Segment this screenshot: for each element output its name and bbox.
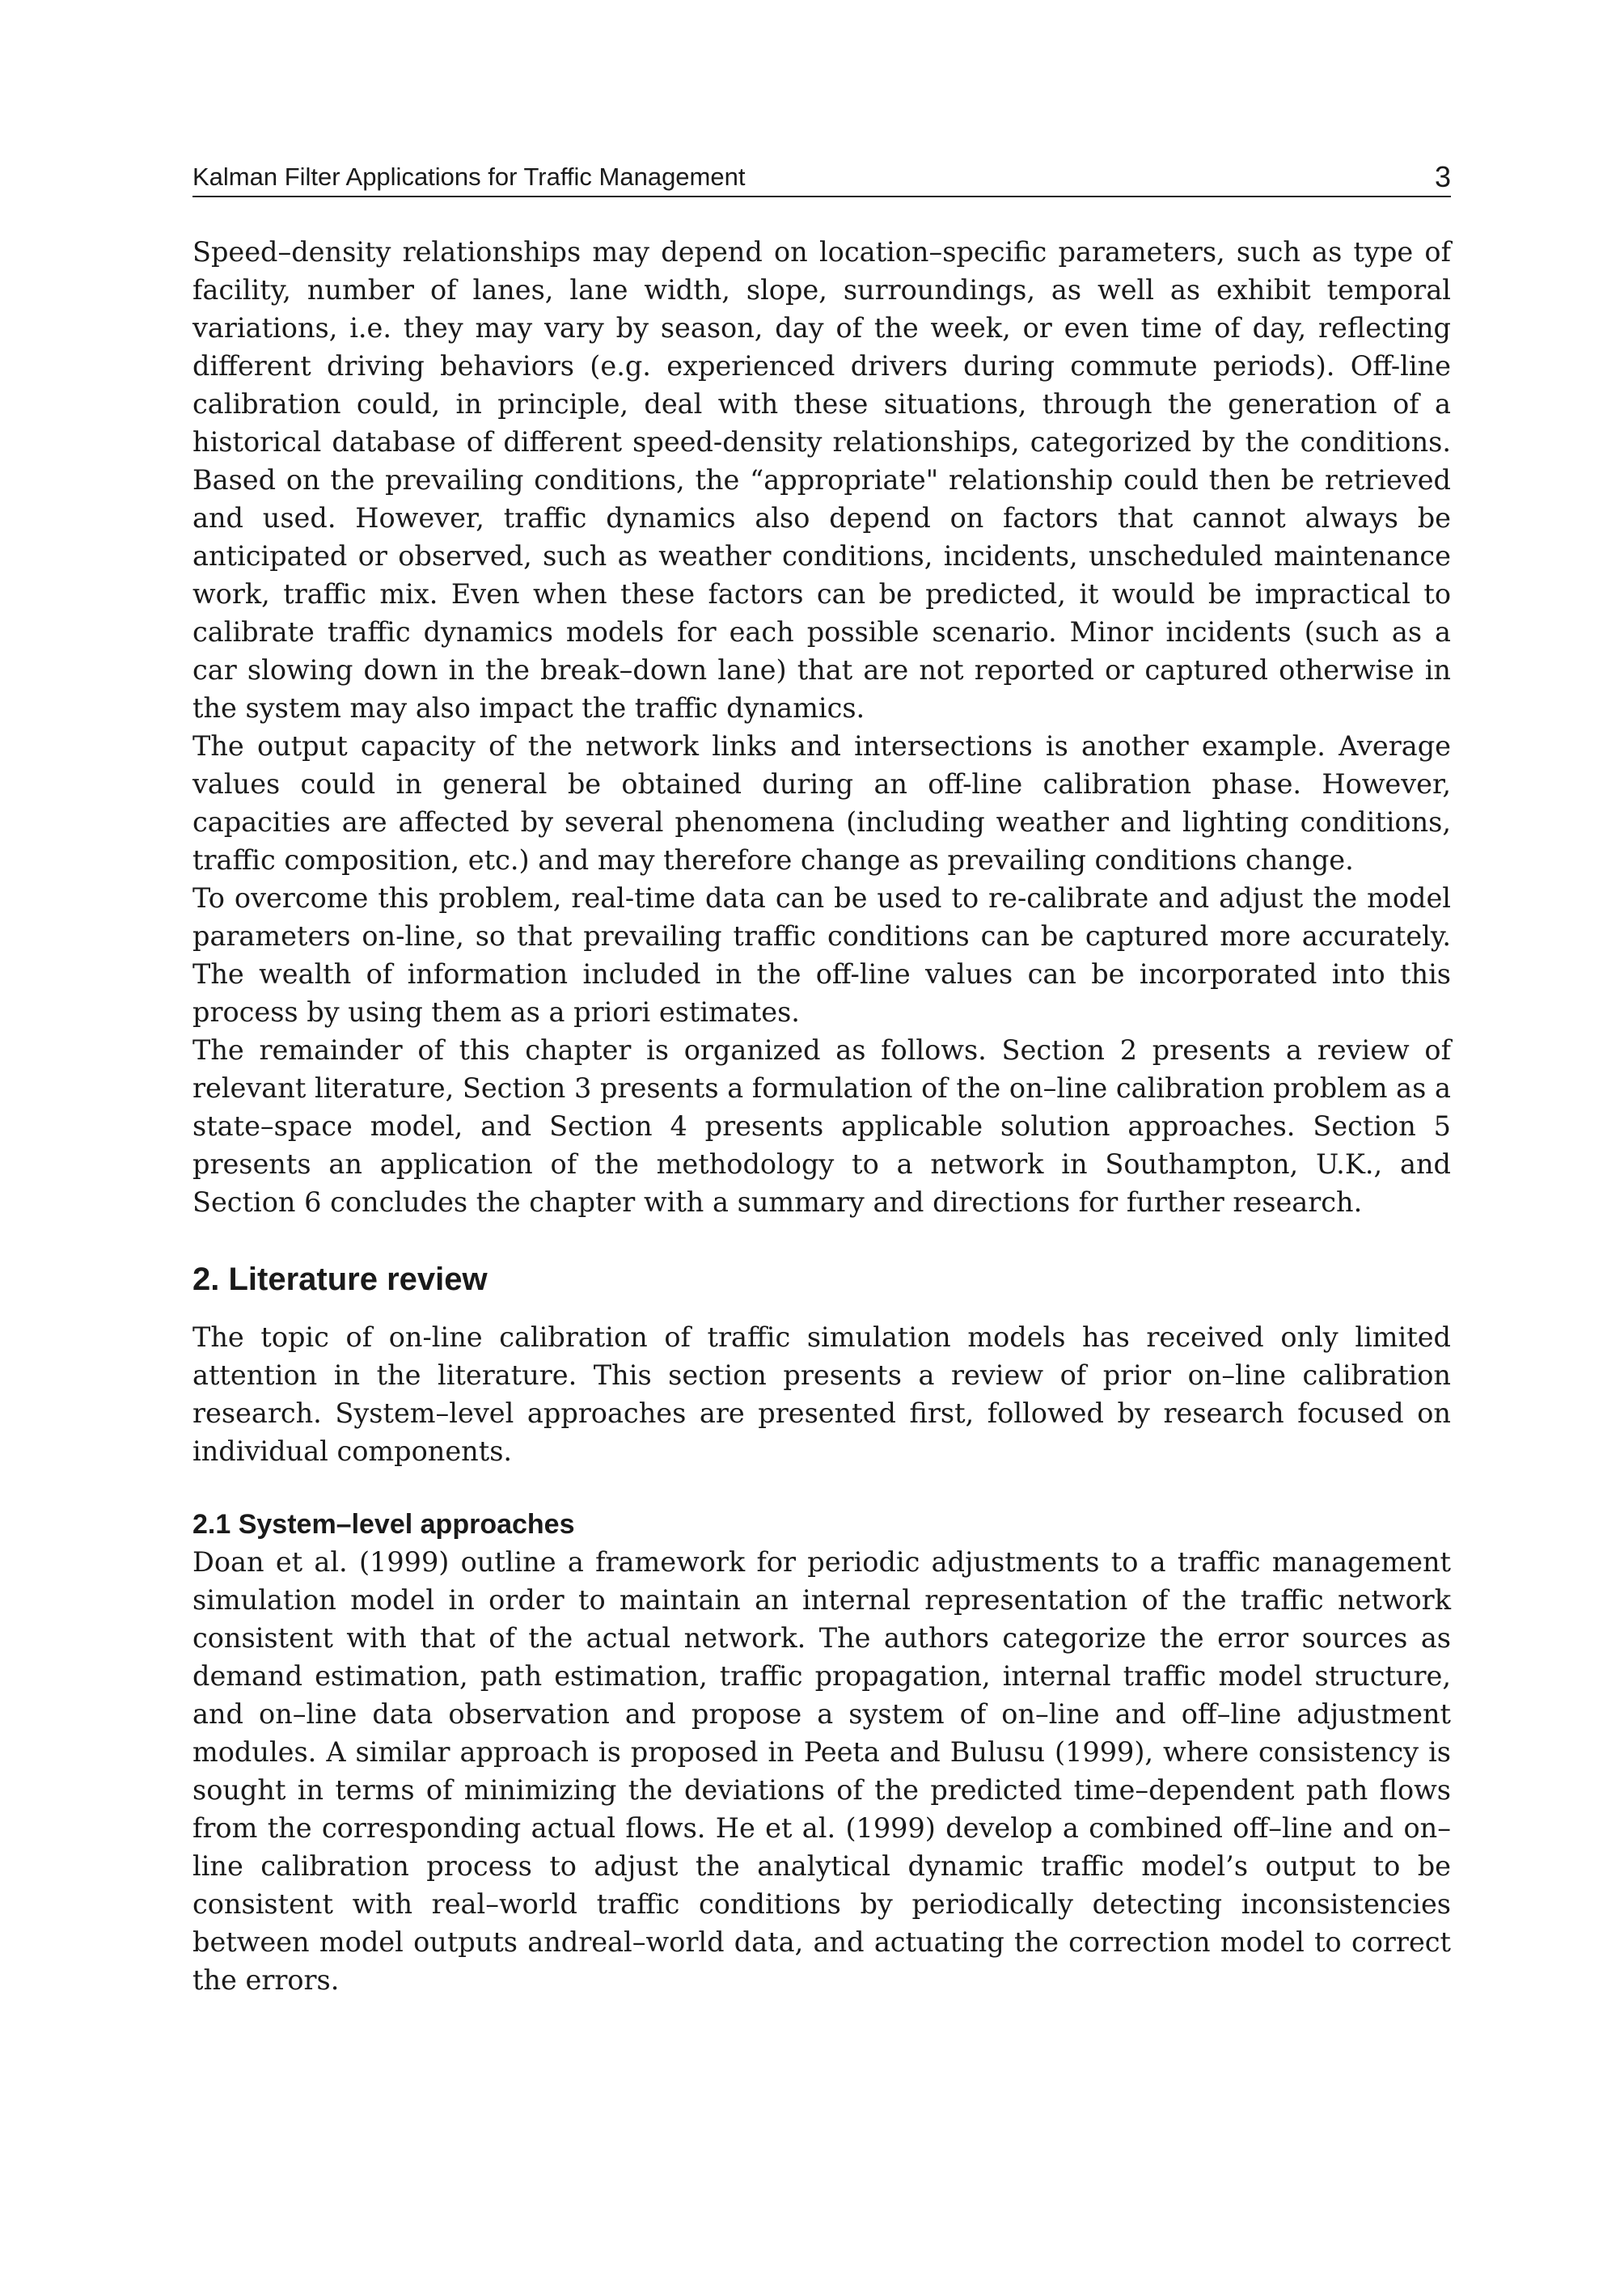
section-heading-literature-review: 2. Literature review bbox=[192, 1262, 488, 1297]
paragraph-system-level: Doan et al. (1999) outline a framework for periodic adjustments to a traffic management simulation model in order to maintain an internal representation of the traffic network consistent with that of the actual network. The authors categorize the error sources as demand estimation, path estimation, traffic propagation, internal traffic model structure, and on–line data observation and propose a system of on–line and off–line adjustment modules. A similar approach is proposed in Peeta and Bulusu (1999), where consistency is sought in terms of minimizing the deviations of the predicted time–dependent path flows from the corresponding actual flows. He et al. (1999) develop a combined off–line and on–line calibration process to adjust the analytical dynamic traffic model’s output to be consistent with real–world traffic conditions by periodically detecting inconsistencies between model outputs andreal–world data, and actuating the correction model to correct the errors. bbox=[192, 1546, 1451, 1996]
intro-text bbox=[192, 233, 1451, 1221]
paragraph-literature-intro: The topic of on-line calibration of traffic simulation models has received only limited attention in the literature. This section presents a review of prior on–line calibration research. System–level approaches are presented first, followed by research focused on individual components. bbox=[192, 1321, 1451, 1467]
document-page bbox=[192, 162, 1451, 1999]
paragraph-chapter-outline: The remainder of this chapter is organized as follows. Section 2 presents a review of relevant literature, Section 3 presents a formulation of the on–line calibration problem as a state–space model, and Section 4 presents applicable solution approaches. Section 5 presents an application of the methodology to a network in Southampton, U.K., and Section 6 concludes the chapter with a summary and directions for further research. bbox=[192, 1034, 1451, 1218]
paragraph-speed-density: Speed–density relationships may depend on location–specific parameters, such as type of facility, number of lanes, lane width, slope, surroundings, as well as exhibit temporal variations, i.e. they may vary by season, day of the week, or even time of day, reflecting different driving behaviors (e.g. experienced drivers during commute periods). Off-line calibration could, in principle, deal with these situations, through the generation of a historical database of different speed-density relationships, categorized by the conditions. Based on the prevailing conditions, the “appropriate" relationship could then be retrieved and used. However, traffic dynamics also depend on factors that cannot always be anticipated or observed, such as weather conditions, incidents, unscheduled maintenance work, traffic mix. Even when these factors can be predicted, it would be impractical to calibrate traffic dynamics models for each possible scenario. Minor incidents (such as a car slowing down in the break–down lane) that are not reported or captured otherwise in the system may also impact the traffic dynamics. bbox=[192, 236, 1451, 724]
running-title: Kalman Filter Applications for Traffic Management bbox=[192, 163, 746, 191]
running-header bbox=[192, 162, 1451, 197]
paragraph-output-capacity: The output capacity of the network links and intersections is another example. Average values could in general be obtained during an off-line calibration phase. However, capacities are affected by several phenomena (including weather and lighting conditions, traffic composition, etc.) and may therefore change as prevailing conditions change. bbox=[192, 730, 1451, 876]
subsection-heading-system-level: 2.1 System–level approaches bbox=[192, 1509, 575, 1540]
page-number: 3 bbox=[1434, 160, 1451, 193]
section-2-text bbox=[192, 1318, 1451, 1470]
section-2-1-text bbox=[192, 1543, 1451, 1999]
paragraph-overcome-problem: To overcome this problem, real-time data can be used to re-calibrate and adjust the model parameters on-line, so that prevailing traffic conditions can be captured more accurately. The wealth of information included in the off-line values can be incorporated into this process by using them as a priori estimates. bbox=[192, 882, 1451, 1028]
